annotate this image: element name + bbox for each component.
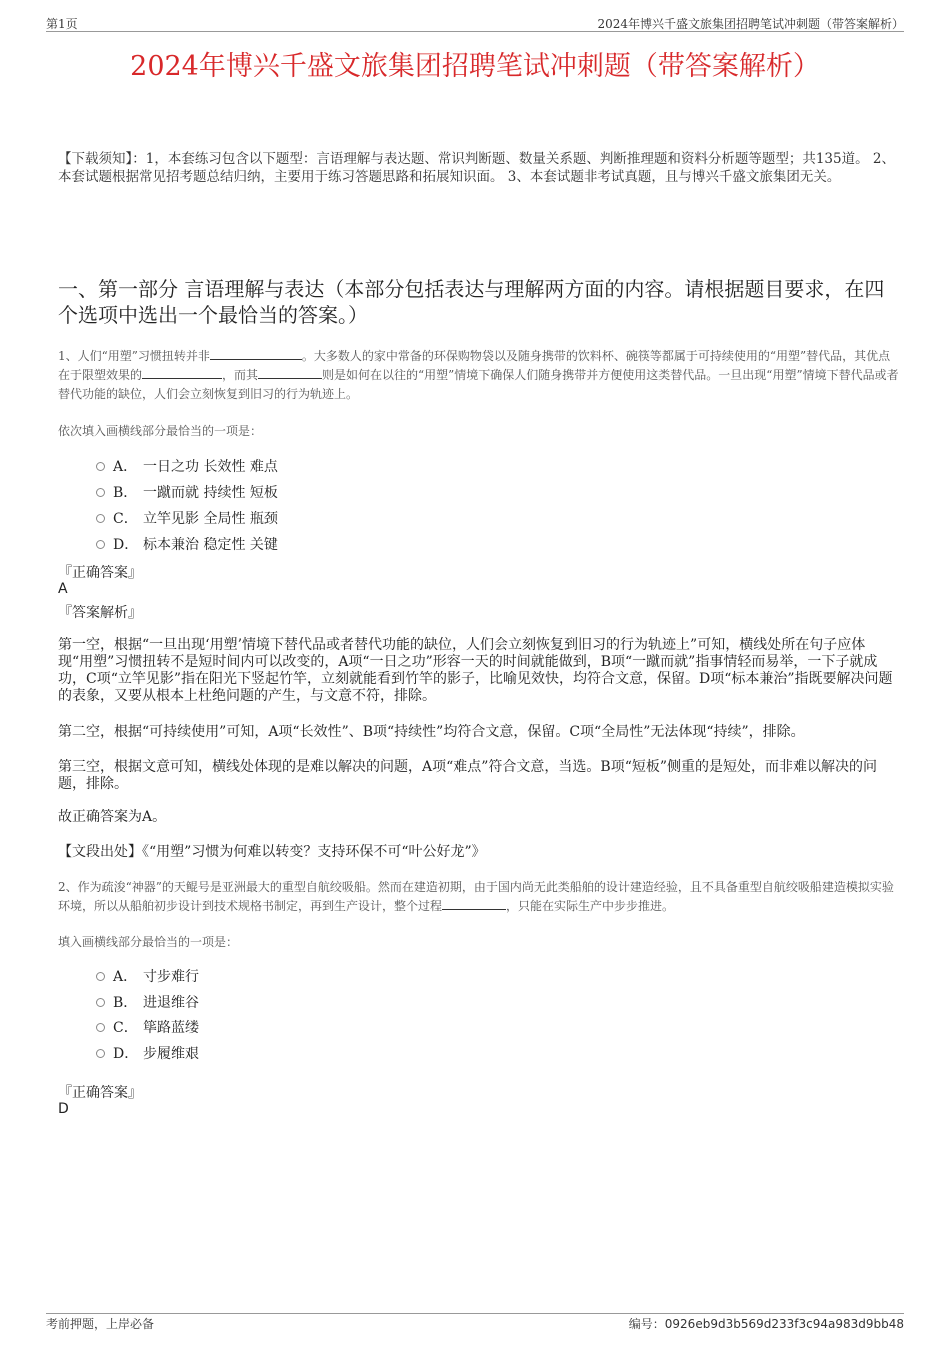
option-letter: C． [113,1020,138,1036]
q1-analysis-paragraph: 第三空，根据文意可知，横线处体现的是难以解决的问题，A项“难点”符合文意，当选。B项“短板”侧重的是短处，而非难以解决的问题，排除。 [58,759,878,792]
option-letter: A． [113,459,138,475]
option-text: 寸步难行 [143,969,199,985]
q1-source: 【文段出处】《“用塑”习惯为何难以转变？支持环保不可“叶公好龙”》 [58,844,486,860]
radio-icon[interactable] [96,514,105,523]
option-letter: B． [113,485,138,501]
option-text: 进退维谷 [143,995,199,1011]
q1-option-b[interactable] [96,482,278,502]
option-text: 一日之功 长效性 难点 [143,459,278,475]
q1-analysis-paragraph: 第一空，根据“一旦出现‘用塑’情境下替代品或者替代功能的缺位，人们会立刻恢复到旧习的行为轨迹上”可知，横线处所在句子应体现“用塑”习惯扭转不是短时间内可以改变的，A项“一日之功”形容一天的时间就能做到，B项“一蹴而就”指事情轻而易举，一下子就成功，C项“立竿见影”指在阳光下竖起竹竿，立刻就能看到竹竿的影子，比喻见效快，均符合文意，保留。D项“标本兼治”指既要解决问题的表象，又要从根本上杜绝问题的产生，与文意不符，排除。 [58,637,893,704]
option-text: 筚路蓝缕 [143,1020,199,1036]
q2-option-c[interactable] [96,1017,199,1037]
q2-text-part2: ，只能在实际生产中步步推进。 [506,899,675,913]
q1-option-c[interactable] [96,508,278,528]
header-doc-title: 2024年博兴千盛文旅集团招聘笔试冲刺题（带答案解析） [597,17,904,31]
radio-icon[interactable] [96,1049,105,1058]
q1-option-d[interactable] [96,534,278,554]
option-letter: D． [113,537,139,553]
radio-icon[interactable] [96,488,105,497]
option-text: 立竿见影 全局性 瓶颈 [143,511,278,527]
page-number: 第1页 [46,17,78,31]
option-text: 一蹴而就 持续性 短板 [143,485,278,501]
radio-icon[interactable] [96,1023,105,1032]
q2-text-part1: 2、作为疏浚“神器”的天鲲号是亚洲最大的重型自航绞吸船。然而在建造初期，由于国内尚无此类船舶的设计建造经验，且不具备重型自航绞吸船建造模拟实验环境，所以从船舶初步设计到技术规格书制定，再到生产设计，整个过程 [58,880,894,913]
option-letter: D． [113,1046,139,1062]
question-2-stem [58,878,900,916]
q2-option-b[interactable] [96,992,199,1012]
footer-code-label: 编号： [628,1317,665,1331]
option-text: 标本兼治 稳定性 关键 [143,537,278,553]
q1-option-a[interactable] [96,456,278,476]
footer-code-value: 0926eb9d3b569d233f3c94a983d9bb48 [664,1317,904,1331]
download-notice: 【下载须知】：1，本套练习包含以下题型：言语理解与表达题、常识判断题、数量关系题、判断推理题和资料分析题等题型；共135道。 2、本套试题根据常见招考题总结归纳，主要用于练习答题思路和拓展知识面。 3、本套试题非考试真题，且与博兴千盛文旅集团无关。 [58,151,895,185]
q1-blank-3 [258,366,322,379]
q1-analysis-paragraph: 第二空，根据“可持续使用”可知，A项“长效性”、B项“持续性”均符合文意，保留。C项“全局性”无法体现“持续”，排除。 [58,724,805,740]
radio-icon[interactable] [96,972,105,981]
footer-code [629,1315,904,1332]
option-letter: A． [113,969,138,985]
q2-answer-label: 『正确答案』 [58,1085,142,1101]
question-1-stem [58,347,900,404]
q1-text-part4: 则是如何在以往的“用塑”情境下确保人们随身携带并方便使用这类替代品。一旦出现“用塑”情境下替代品或者替代功能的缺位，人们会立刻恢复到旧习的行为轨迹上。 [58,368,899,401]
section-heading: 一、第一部分 言语理解与表达（本部分包括表达与理解两方面的内容。请根据题目要求，在四个选项中选出一个最恰当的答案。） [58,277,885,327]
question-1-prompt: 依次填入画横线部分最恰当的一项是： [58,424,263,438]
header-divider [46,31,904,32]
q2-blank [442,897,506,910]
q1-analysis-label: 『答案解析』 [58,605,142,621]
question-2-prompt: 填入画横线部分最恰当的一项是： [58,935,239,949]
q1-blank-1 [210,347,302,360]
footer-divider [46,1313,904,1314]
footer-slogan: 考前押题，上岸必备 [46,1317,155,1331]
q2-answer: D [58,1101,69,1117]
q1-text-part3: ，而其 [222,368,259,382]
page-title: 2024年博兴千盛文旅集团招聘笔试冲刺题（带答案解析） [130,51,820,82]
option-letter: C． [113,511,138,527]
option-letter: B． [113,995,138,1011]
radio-icon[interactable] [96,998,105,1007]
q1-answer-label: 『正确答案』 [58,565,142,581]
q2-option-d[interactable] [96,1043,199,1063]
q1-blank-2 [142,366,222,379]
q1-text-part2: 。大多数人的家中常备的环保购物袋以及随身携带的饮料杯、碗筷等都属于可持续使用的“用塑”替代品，其优点在于限塑效果的 [58,349,891,382]
q1-text-part1: 1、人们“用塑”习惯扭转并非 [58,349,210,363]
q2-option-a[interactable] [96,966,199,986]
q1-analysis-conclusion: 故正确答案为A。 [58,809,167,825]
q1-answer: A [58,581,68,597]
radio-icon[interactable] [96,540,105,549]
radio-icon[interactable] [96,462,105,471]
option-text: 步履维艰 [143,1046,199,1062]
